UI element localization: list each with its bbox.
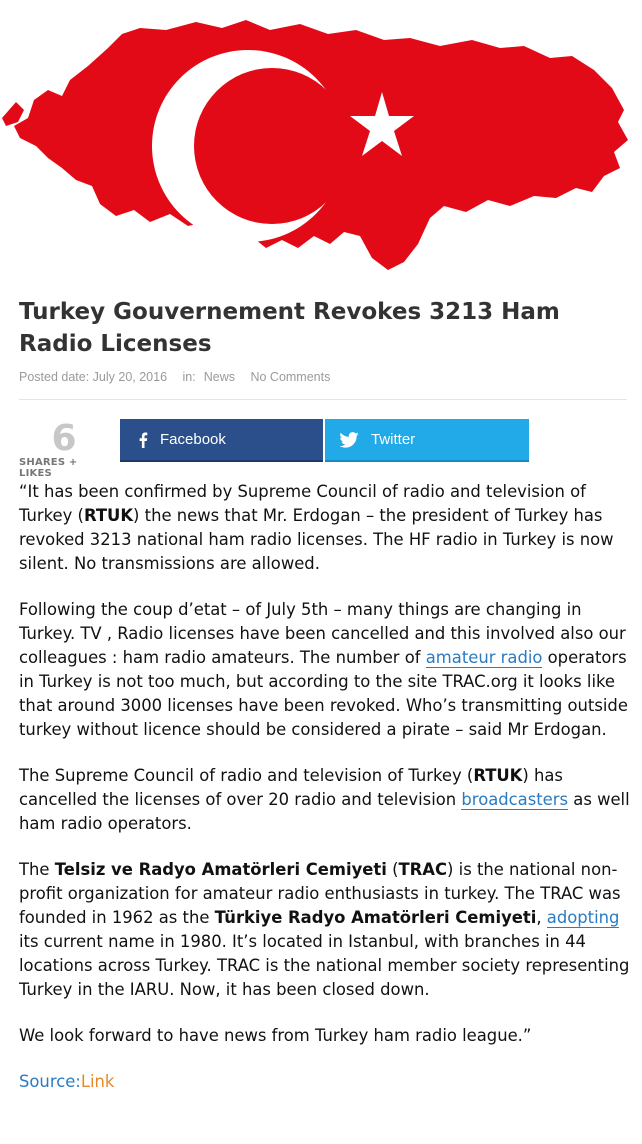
paragraph-3 xyxy=(19,764,631,836)
divider xyxy=(19,399,627,400)
posted-date: Posted date: July 20, 2016 xyxy=(19,370,168,384)
text: ) the news that Mr. Erdogan – the president of Turkey has revoked 3213 national ham radio licenses. The HF radio in Turkey is now silent. No transmissions are allowed. xyxy=(19,506,614,573)
bold-text: Türkiye Radyo Amatörleri Cemiyeti xyxy=(214,908,537,927)
text: ( xyxy=(386,860,399,879)
text: The xyxy=(19,860,55,879)
text: “It has been confirmed by Supreme Council of radio and television of Turkey ( xyxy=(19,482,586,525)
text: The Supreme Council of radio and television of Turkey ( xyxy=(19,766,474,785)
paragraph-1 xyxy=(19,480,631,576)
post-meta xyxy=(19,370,338,384)
bold-text: RTUK xyxy=(83,506,134,525)
text: its current name in 1980. It’s located in Istanbul, with branches in 44 locations across Turkey. TRAC is the national member society representing Turkey in the IARU. Now, it has been closed down. xyxy=(19,932,630,999)
text: Following the coup d’etat – of July 5th – many things are changing in Turkey. TV , Radio licenses have been cancelled and this involved also our colleagues : ham radio amateurs. The number of xyxy=(19,600,626,667)
text: as well ham radio operators. xyxy=(19,790,630,833)
article-body xyxy=(19,480,631,1116)
share-count-label: SHARES + LIKES xyxy=(19,457,78,479)
paragraph-2 xyxy=(19,598,631,742)
broadcasters-link[interactable]: broadcasters xyxy=(461,790,569,809)
share-count-number: 6 xyxy=(51,418,77,459)
facebook-icon xyxy=(138,432,148,448)
adopting-link[interactable]: adopting xyxy=(546,908,620,927)
paragraph-4 xyxy=(19,858,631,1002)
twitter-icon xyxy=(339,432,359,448)
amateur-radio-link[interactable]: amateur radio xyxy=(425,648,543,667)
bold-text: Telsiz ve Radyo Amatörleri Cemiyeti xyxy=(54,860,387,879)
twitter-label: Twitter xyxy=(371,431,416,448)
source-link[interactable]: Link xyxy=(80,1072,115,1091)
twitter-share-button[interactable] xyxy=(325,419,529,462)
article-title: Turkey Gouvernement Revokes 3213 Ham Radio Licenses xyxy=(19,299,560,357)
bold-text: RTUK xyxy=(473,766,523,785)
text: , xyxy=(536,908,547,927)
turkey-flag-map xyxy=(0,0,642,280)
text: ) has cancelled the licenses of over 20 radio and television xyxy=(19,766,563,809)
share-count xyxy=(19,418,109,479)
category-prefix: in: xyxy=(182,370,196,384)
source-label[interactable]: Source: xyxy=(19,1072,81,1091)
text: ) is the national non-profit organization for amateur radio enthusiasts in turkey. The TRAC was founded in 1962 as the xyxy=(19,860,621,927)
bold-text: TRAC xyxy=(398,860,448,879)
category-link[interactable]: News xyxy=(203,370,235,384)
facebook-label: Facebook xyxy=(160,431,226,448)
paragraph-5: We look forward to have news from Turkey ham radio league.” xyxy=(19,1026,532,1045)
comments-link[interactable]: No Comments xyxy=(250,370,331,384)
facebook-share-button[interactable] xyxy=(120,419,323,462)
source-line xyxy=(19,1070,631,1094)
text: operators in Turkey is not too much, but according to the site TRAC.org it looks like that around 3000 licenses have been revoked. Who’s transmitting outside turkey without licence should be considered a pirate – said Mr Erdogan. xyxy=(19,648,628,739)
